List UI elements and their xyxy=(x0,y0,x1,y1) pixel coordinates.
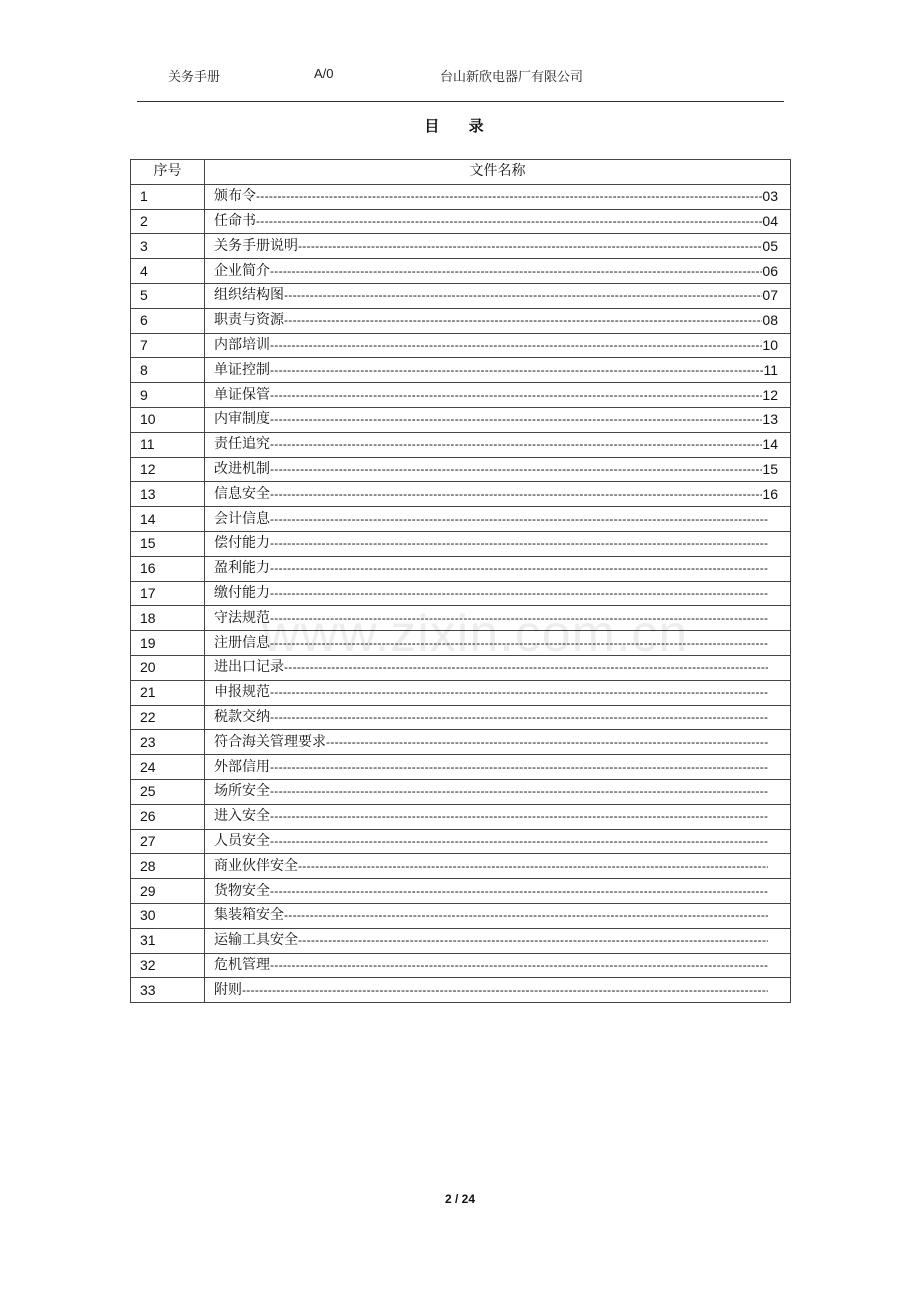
toc-dot-leader xyxy=(270,384,762,407)
toc-row-entry[interactable] xyxy=(205,581,791,606)
toc-row-entry[interactable] xyxy=(205,407,791,432)
toc-dot-leader xyxy=(298,855,768,878)
toc-row-entry[interactable] xyxy=(205,680,791,705)
toc-entry-title: 内审制度 xyxy=(214,411,270,428)
toc-table xyxy=(130,159,791,1003)
toc-row xyxy=(131,358,791,383)
toc-row-entry[interactable] xyxy=(205,482,791,507)
toc-entry-title: 单证保管 xyxy=(214,386,270,403)
toc-entry-title: 集装箱安全 xyxy=(214,907,284,924)
toc-dot-leader xyxy=(270,830,768,853)
toc-dot-leader xyxy=(270,557,768,580)
toc-row-number: 16 xyxy=(131,556,205,581)
toc-row-number: 27 xyxy=(131,829,205,854)
toc-row-entry[interactable] xyxy=(205,531,791,556)
toc-entry-page: 03 xyxy=(762,188,778,205)
toc-row-number: 13 xyxy=(131,482,205,507)
toc-row xyxy=(131,283,791,308)
toc-row-entry[interactable] xyxy=(205,879,791,904)
toc-row-entry[interactable] xyxy=(205,953,791,978)
toc-entry-title: 偿付能力 xyxy=(214,535,270,552)
page-number: 2 / 24 xyxy=(444,1192,476,1206)
toc-row-entry[interactable] xyxy=(205,259,791,284)
toc-row-entry[interactable] xyxy=(205,184,791,209)
toc-row-number: 19 xyxy=(131,631,205,656)
toc-entry-title: 进出口记录 xyxy=(214,659,284,676)
toc-entry-title: 注册信息 xyxy=(214,634,270,651)
toc-row xyxy=(131,804,791,829)
toc-entry-page: 04 xyxy=(762,212,778,229)
toc-row xyxy=(131,259,791,284)
toc-row-number: 10 xyxy=(131,407,205,432)
toc-row-number: 33 xyxy=(131,978,205,1003)
toc-row-number: 32 xyxy=(131,953,205,978)
toc-dot-leader xyxy=(270,582,768,605)
toc-entry-page: 10 xyxy=(762,336,778,353)
toc-dot-leader xyxy=(270,607,768,630)
toc-entry-title: 内部培训 xyxy=(214,336,270,353)
toc-row-number: 17 xyxy=(131,581,205,606)
toc-dot-leader xyxy=(242,979,768,1002)
toc-entry-title: 关务手册说明 xyxy=(214,237,298,254)
toc-row-number: 23 xyxy=(131,730,205,755)
toc-entry-title: 信息安全 xyxy=(214,485,270,502)
toc-row-entry[interactable] xyxy=(205,730,791,755)
toc-dot-leader xyxy=(256,210,762,233)
toc-entry-title: 进入安全 xyxy=(214,808,270,825)
toc-entry-title: 税款交纳 xyxy=(214,708,270,725)
toc-row-number: 9 xyxy=(131,383,205,408)
toc-entry-page: 16 xyxy=(762,485,778,502)
toc-entry-page: 06 xyxy=(762,262,778,279)
toc-row xyxy=(131,482,791,507)
col-header-number: 序号 xyxy=(131,160,205,185)
toc-row xyxy=(131,631,791,656)
toc-row xyxy=(131,755,791,780)
toc-entry-page: 13 xyxy=(762,411,778,428)
toc-body xyxy=(131,184,791,1002)
toc-row-number: 3 xyxy=(131,234,205,259)
toc-entry-title: 改进机制 xyxy=(214,460,270,477)
toc-row-number: 7 xyxy=(131,333,205,358)
toc-entry-title: 场所安全 xyxy=(214,783,270,800)
toc-dot-leader xyxy=(270,706,768,729)
toc-row-number: 11 xyxy=(131,432,205,457)
toc-dot-leader xyxy=(270,780,768,803)
toc-dot-leader xyxy=(284,656,768,679)
toc-entry-title: 会计信息 xyxy=(214,510,270,527)
toc-row-entry[interactable] xyxy=(205,283,791,308)
toc-dot-leader xyxy=(298,929,768,952)
toc-entry-page: 14 xyxy=(762,436,778,453)
header-company: 台山新欣电器厂有限公司 xyxy=(440,70,584,85)
toc-entry-title: 货物安全 xyxy=(214,882,270,899)
toc-row-entry[interactable] xyxy=(205,308,791,333)
toc-row-number: 8 xyxy=(131,358,205,383)
toc-row-number: 29 xyxy=(131,879,205,904)
header-manual-name: 关务手册 xyxy=(168,70,221,85)
toc-row-number: 28 xyxy=(131,854,205,879)
toc-entry-title: 守法规范 xyxy=(214,609,270,626)
toc-row-number: 21 xyxy=(131,680,205,705)
toc-row-entry[interactable] xyxy=(205,903,791,928)
header-divider xyxy=(137,101,784,102)
toc-row-entry[interactable] xyxy=(205,804,791,829)
toc-entry-title: 企业简介 xyxy=(214,262,270,279)
toc-dot-leader xyxy=(270,805,768,828)
toc-dot-leader xyxy=(270,632,768,655)
toc-entry-title: 组织结构图 xyxy=(214,287,284,304)
toc-dot-leader xyxy=(270,334,762,357)
toc-entry-title: 危机管理 xyxy=(214,956,270,973)
toc-row xyxy=(131,383,791,408)
toc-dot-leader xyxy=(270,756,768,779)
toc-dot-leader xyxy=(270,532,768,555)
toc-dot-leader xyxy=(270,359,763,382)
toc-dot-leader xyxy=(270,483,762,506)
toc-row xyxy=(131,854,791,879)
toc-dot-leader xyxy=(270,260,762,283)
toc-row-number: 25 xyxy=(131,779,205,804)
toc-row xyxy=(131,953,791,978)
toc-row-entry[interactable] xyxy=(205,383,791,408)
toc-row-entry[interactable] xyxy=(205,432,791,457)
toc-row-number: 24 xyxy=(131,755,205,780)
toc-entry-title: 职责与资源 xyxy=(214,312,284,329)
toc-entry-page: 12 xyxy=(762,386,778,403)
toc-dot-leader xyxy=(270,458,762,481)
toc-entry-page: 05 xyxy=(762,237,778,254)
toc-row-entry[interactable] xyxy=(205,556,791,581)
toc-dot-leader xyxy=(270,508,768,531)
toc-dot-leader xyxy=(284,309,762,332)
toc-row-number: 2 xyxy=(131,209,205,234)
toc-row-entry[interactable] xyxy=(205,755,791,780)
toc-entry-title: 运输工具安全 xyxy=(214,932,298,949)
toc-row-entry[interactable] xyxy=(205,507,791,532)
page-title: 目 录 xyxy=(424,117,496,135)
toc-entry-title: 申报规范 xyxy=(214,684,270,701)
toc-row xyxy=(131,606,791,631)
toc-row-entry[interactable] xyxy=(205,655,791,680)
toc-row-entry[interactable] xyxy=(205,829,791,854)
header-version: A/0 xyxy=(314,66,334,81)
toc-row xyxy=(131,581,791,606)
toc-row-entry[interactable] xyxy=(205,978,791,1003)
toc-dot-leader xyxy=(270,433,762,456)
toc-entry-title: 缴付能力 xyxy=(214,584,270,601)
toc-row xyxy=(131,829,791,854)
toc-row xyxy=(131,705,791,730)
toc-entry-page: 08 xyxy=(762,312,778,329)
toc-entry-page: 11 xyxy=(763,361,778,378)
toc-dot-leader xyxy=(298,235,762,258)
toc-row-number: 18 xyxy=(131,606,205,631)
toc-row xyxy=(131,234,791,259)
toc-entry-title: 任命书 xyxy=(214,212,256,229)
toc-row xyxy=(131,556,791,581)
toc-row-entry[interactable] xyxy=(205,234,791,259)
toc-row-entry[interactable] xyxy=(205,457,791,482)
toc-row-number: 22 xyxy=(131,705,205,730)
toc-row-entry[interactable] xyxy=(205,333,791,358)
toc-dot-leader xyxy=(270,954,768,977)
toc-row-number: 15 xyxy=(131,531,205,556)
toc-row-number: 4 xyxy=(131,259,205,284)
toc-row xyxy=(131,903,791,928)
toc-header-row xyxy=(131,160,791,185)
toc-entry-page: 15 xyxy=(762,460,778,477)
toc-dot-leader xyxy=(270,681,768,704)
toc-entry-page: 07 xyxy=(762,287,778,304)
toc-entry-title: 人员安全 xyxy=(214,832,270,849)
toc-row xyxy=(131,209,791,234)
toc-row xyxy=(131,308,791,333)
toc-row xyxy=(131,457,791,482)
toc-row-entry[interactable] xyxy=(205,779,791,804)
col-header-name: 文件名称 xyxy=(205,160,791,185)
toc-row-entry[interactable] xyxy=(205,358,791,383)
toc-row xyxy=(131,879,791,904)
toc-dot-leader xyxy=(256,185,762,208)
toc-row xyxy=(131,507,791,532)
toc-entry-title: 责任追究 xyxy=(214,436,270,453)
toc-row xyxy=(131,655,791,680)
toc-row-entry[interactable] xyxy=(205,928,791,953)
toc-row-number: 5 xyxy=(131,283,205,308)
toc-dot-leader xyxy=(284,904,768,927)
toc-row xyxy=(131,407,791,432)
toc-entry-title: 附则 xyxy=(214,981,242,998)
toc-row-number: 12 xyxy=(131,457,205,482)
toc-dot-leader xyxy=(270,880,768,903)
toc-row-number: 26 xyxy=(131,804,205,829)
toc-entry-title: 盈利能力 xyxy=(214,560,270,577)
toc-row xyxy=(131,680,791,705)
toc-entry-title: 外部信用 xyxy=(214,758,270,775)
toc-row xyxy=(131,531,791,556)
toc-row xyxy=(131,730,791,755)
watermark: www.zixin.com.cn xyxy=(262,605,689,663)
toc-dot-leader xyxy=(284,284,762,307)
toc-dot-leader xyxy=(326,731,768,754)
toc-row-number: 1 xyxy=(131,184,205,209)
toc-row-number: 6 xyxy=(131,308,205,333)
toc-row xyxy=(131,779,791,804)
toc-row-number: 14 xyxy=(131,507,205,532)
toc-entry-title: 符合海关管理要求 xyxy=(214,733,326,750)
toc-row-number: 31 xyxy=(131,928,205,953)
toc-row-entry[interactable] xyxy=(205,705,791,730)
toc-row-number: 30 xyxy=(131,903,205,928)
toc-row-entry[interactable] xyxy=(205,854,791,879)
toc-row-entry[interactable] xyxy=(205,631,791,656)
toc-row xyxy=(131,432,791,457)
toc-row xyxy=(131,978,791,1003)
toc-row xyxy=(131,928,791,953)
toc-dot-leader xyxy=(270,408,762,431)
toc-row xyxy=(131,333,791,358)
toc-row xyxy=(131,184,791,209)
toc-entry-title: 商业伙伴安全 xyxy=(214,857,298,874)
toc-row-number: 20 xyxy=(131,655,205,680)
toc-entry-title: 颁布令 xyxy=(214,188,256,205)
toc-entry-title: 单证控制 xyxy=(214,361,270,378)
toc-row-entry[interactable] xyxy=(205,606,791,631)
toc-row-entry[interactable] xyxy=(205,209,791,234)
